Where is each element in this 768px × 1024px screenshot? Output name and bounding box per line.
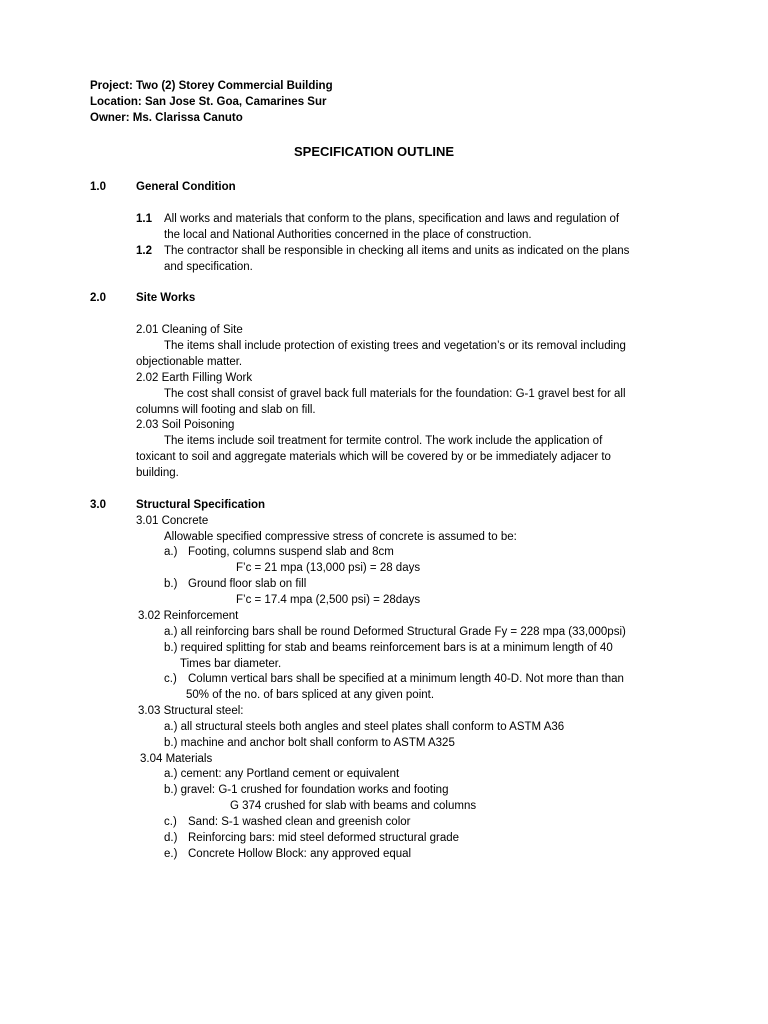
subsection-3-02-heading: 3.02 Reinforcement: [138, 610, 239, 622]
item-1-2-number: 1.2: [136, 245, 152, 257]
project-line: Project: Two (2) Storey Commercial Building: [90, 80, 333, 92]
materials-item-b: b.) gravel: G-1 crushed for foundation works and footing: [164, 784, 449, 796]
reinforcement-item-a: a.) all reinforcing bars shall be round Deformed Structural Grade Fy = 228 mpa (33,000psi): [164, 626, 626, 638]
item-1-2-text: The contractor shall be responsible in checking all items and units as indicated on the plans: [164, 245, 630, 257]
subsection-2-02-text-cont: columns will footing and slab on fill.: [136, 404, 316, 416]
subsection-3-03-heading: 3.03 Structural steel:: [138, 705, 244, 717]
item-1-1-number: 1.1: [136, 213, 152, 225]
concrete-item-a-text: Footing, columns suspend slab and 8cm: [188, 546, 394, 558]
reinforcement-item-c-label: c.): [164, 673, 177, 685]
subsection-2-01-text: The items shall include protection of existing trees and vegetation’s or its removal including: [164, 340, 626, 352]
item-1-1-text-cont: the local and National Authorities concerned in the place of construction.: [164, 229, 532, 241]
materials-item-d-label: d.): [164, 832, 178, 844]
location-line: Location: San Jose St. Goa, Camarines Sur: [90, 96, 327, 108]
subsection-2-03-text-cont: toxicant to soil and aggregate materials which will be covered by or be immediately adjacer to: [136, 451, 611, 463]
materials-item-a: a.) cement: any Portland cement or equivalent: [164, 768, 400, 780]
subsection-2-02-heading: 2.02 Earth Filling Work: [136, 372, 253, 384]
page-title: SPECIFICATION OUTLINE: [294, 144, 455, 159]
owner-line: Owner: Ms. Clarissa Canuto: [90, 112, 243, 124]
materials-item-d: Reinforcing bars: mid steel deformed structural grade: [188, 832, 460, 844]
section-1-heading: General Condition: [136, 181, 236, 193]
materials-item-c-label: c.): [164, 816, 177, 828]
steel-item-a: a.) all structural steels both angles and steel plates shall conform to ASTM A36: [164, 721, 565, 733]
section-1-number: 1.0: [90, 181, 106, 193]
concrete-item-b-text: Ground floor slab on fill: [188, 578, 307, 590]
subsection-2-01-heading: 2.01 Cleaning of Site: [136, 324, 243, 336]
concrete-item-b-label: b.): [164, 578, 178, 590]
concrete-item-b-value: F’c = 17.4 mpa (2,500 psi) = 28days: [236, 594, 421, 606]
subsection-2-01-text-cont: objectionable matter.: [136, 356, 243, 368]
section-2-number: 2.0: [90, 292, 106, 304]
reinforcement-item-b: b.) required splitting for stab and beams reinforcement bars is at a minimum length of 40: [164, 642, 613, 654]
item-1-2-text-cont: and specification.: [164, 261, 253, 273]
reinforcement-item-c-cont: 50% of the no. of bars spliced at any given point.: [186, 689, 435, 701]
subsection-2-03-heading: 2.03 Soil Poisoning: [136, 419, 235, 431]
reinforcement-item-b-cont: Times bar diameter.: [180, 658, 282, 670]
subsection-2-03-text-end: building.: [136, 467, 179, 479]
concrete-item-a-value: F’c = 21 mpa (13,000 psi) = 28 days: [236, 562, 421, 574]
subsection-3-01-intro: Allowable specified compressive stress of concrete is assumed to be:: [164, 531, 517, 543]
item-1-1-text: All works and materials that conform to the plans, specification and laws and regulation of: [164, 213, 620, 225]
materials-item-e: Concrete Hollow Block: any approved equal: [188, 848, 412, 860]
subsection-2-03-text: The items include soil treatment for termite control. The work include the application of: [164, 435, 603, 447]
section-3-number: 3.0: [90, 499, 106, 511]
section-3-heading: Structural Specification: [136, 499, 266, 511]
concrete-item-a-label: a.): [164, 546, 178, 558]
subsection-2-02-text: The cost shall consist of gravel back full materials for the foundation: G-1 gravel best for all: [164, 388, 626, 400]
section-2-heading: Site Works: [136, 292, 196, 304]
steel-item-b: b.) machine and anchor bolt shall conform to ASTM A325: [164, 737, 455, 749]
reinforcement-item-c: Column vertical bars shall be specified at a minimum length 40-D. Not more than than: [188, 673, 624, 685]
materials-item-b-cont: G 374 crushed for slab with beams and columns: [230, 800, 477, 812]
subsection-3-01-heading: 3.01 Concrete: [136, 515, 209, 527]
subsection-3-04-heading: 3.04 Materials: [140, 753, 213, 765]
materials-item-c: Sand: S-1 washed clean and greenish color: [188, 816, 411, 828]
materials-item-e-label: e.): [164, 848, 178, 860]
